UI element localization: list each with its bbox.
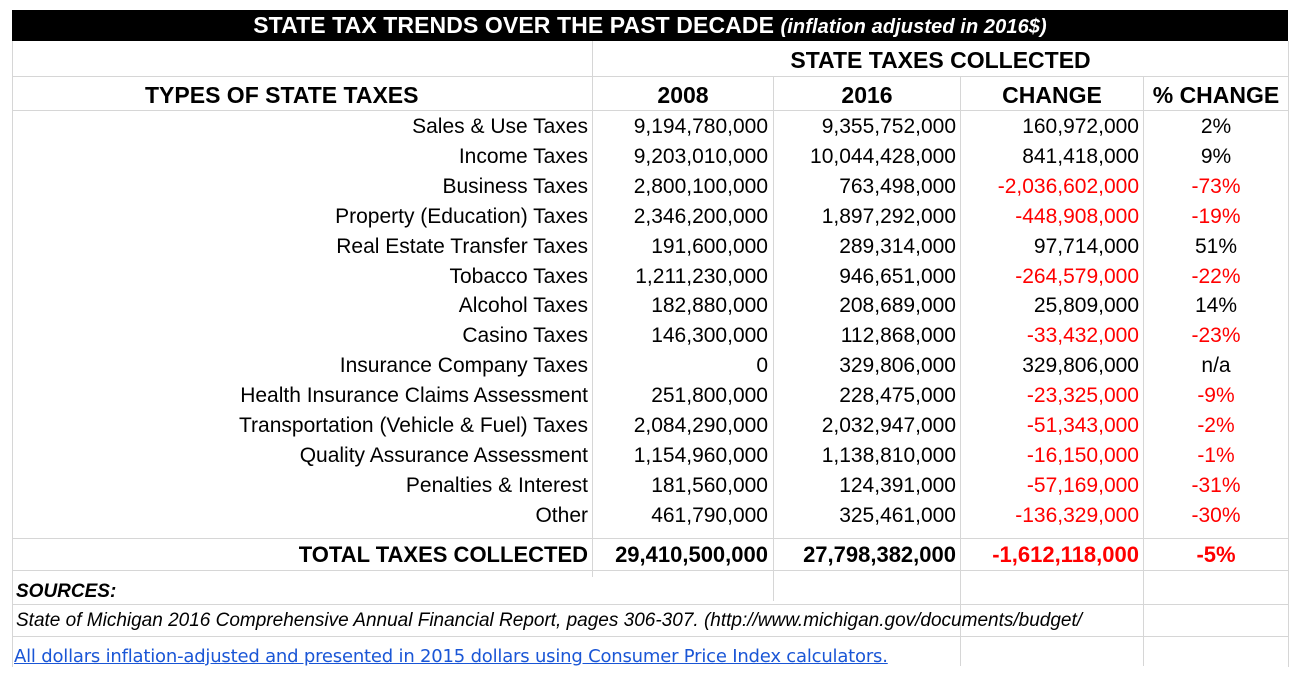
row-value-2016: 1,138,810,000 (821, 444, 956, 467)
row-label: Insurance Company Taxes (339, 354, 588, 377)
row-value-2016: 9,355,752,000 (821, 115, 956, 138)
row-value-2016: 124,391,000 (839, 474, 956, 497)
row-value-2008: 146,300,000 (651, 324, 768, 347)
column-header-pct-change: % CHANGE (1152, 82, 1280, 108)
total-label: TOTAL TAXES COLLECTED (298, 542, 588, 567)
row-pct-change: -23% (1191, 324, 1241, 347)
grid-line (1288, 41, 1289, 667)
row-pct-change: -73% (1191, 175, 1241, 198)
row-change: -51,343,000 (1026, 414, 1139, 437)
column-header-2008: 2008 (657, 82, 709, 108)
column-header-type: TYPES OF STATE TAXES (145, 82, 419, 108)
row-label: Health Insurance Claims Assessment (240, 384, 588, 407)
row-pct-change: 51% (1194, 235, 1238, 258)
row-value-2008: 251,800,000 (651, 384, 768, 407)
row-value-2016: 228,475,000 (839, 384, 956, 407)
row-pct-change: -9% (1197, 384, 1235, 407)
total-change: -1,612,118,000 (992, 542, 1139, 567)
row-label: Casino Taxes (462, 324, 588, 347)
row-label: Property (Education) Taxes (335, 205, 588, 228)
group-header: STATE TAXES COLLECTED (790, 47, 1091, 73)
row-change: 841,418,000 (1022, 145, 1139, 168)
row-value-2016: 329,806,000 (839, 354, 956, 377)
footnote-link[interactable]: All dollars inflation-adjusted and presented in 2015 dollars using Consumer Price Index calculators. (14, 646, 888, 667)
row-label: Tobacco Taxes (449, 265, 588, 288)
row-label: Other (535, 504, 588, 527)
row-change: -264,579,000 (1015, 265, 1139, 288)
row-value-2008: 1,211,230,000 (635, 265, 768, 288)
row-value-2008: 461,790,000 (651, 504, 768, 527)
row-value-2016: 208,689,000 (839, 294, 956, 317)
row-pct-change: -31% (1191, 474, 1241, 497)
row-change: -33,432,000 (1026, 324, 1139, 347)
row-pct-change: -22% (1191, 265, 1241, 288)
row-value-2016: 289,314,000 (839, 235, 956, 258)
row-label: Sales & Use Taxes (412, 115, 588, 138)
row-change: 97,714,000 (1033, 235, 1139, 258)
row-label: Income Taxes (458, 145, 588, 168)
row-value-2016: 112,868,000 (840, 324, 956, 347)
row-value-2016: 10,044,428,000 (810, 145, 956, 168)
row-value-2016: 2,032,947,000 (821, 414, 956, 437)
row-value-2008: 191,600,000 (651, 235, 768, 258)
row-value-2008: 181,560,000 (651, 474, 768, 497)
row-change: -23,325,000 (1026, 384, 1139, 407)
row-label: Penalties & Interest (405, 474, 588, 497)
row-change: 25,809,000 (1033, 294, 1139, 317)
row-change: -448,908,000 (1015, 205, 1139, 228)
row-value-2008: 0 (756, 354, 768, 377)
row-pct-change: 9% (1200, 145, 1232, 168)
row-change: -16,150,000 (1026, 444, 1139, 467)
row-value-2008: 182,880,000 (651, 294, 768, 317)
row-label: Transportation (Vehicle & Fuel) Taxes (238, 414, 588, 437)
row-pct-change: -19% (1191, 205, 1241, 228)
row-change: -57,169,000 (1026, 474, 1139, 497)
total-2016: 27,798,382,000 (803, 542, 956, 567)
row-pct-change: 14% (1194, 294, 1238, 317)
row-value-2008: 9,194,780,000 (633, 115, 768, 138)
row-label: Business Taxes (442, 175, 588, 198)
row-value-2008: 1,154,960,000 (633, 444, 768, 467)
row-value-2008: 9,203,010,000 (633, 145, 768, 168)
row-value-2016: 946,651,000 (839, 265, 956, 288)
row-value-2008: 2,346,200,000 (633, 205, 768, 228)
title-subtitle: (inflation adjusted in 2016$) (780, 16, 1047, 38)
grid-line (12, 570, 1288, 571)
grid-line (12, 604, 1288, 605)
row-label: Alcohol Taxes (458, 294, 588, 317)
column-header-2016: 2016 (841, 82, 893, 108)
row-change: -2,036,602,000 (997, 175, 1139, 198)
row-change: 160,972,000 (1022, 115, 1139, 138)
grid-line (12, 538, 1288, 539)
row-pct-change: -1% (1197, 444, 1235, 467)
row-label: Real Estate Transfer Taxes (336, 235, 588, 258)
row-value-2008: 2,800,100,000 (633, 175, 768, 198)
row-label: Quality Assurance Assessment (299, 444, 588, 467)
row-value-2016: 325,461,000 (839, 504, 956, 527)
row-pct-change: n/a (1201, 354, 1231, 377)
title-main: STATE TAX TRENDS OVER THE PAST DECADE (253, 12, 775, 38)
row-change: -136,329,000 (1015, 504, 1139, 527)
sources-label: SOURCES: (16, 581, 117, 602)
row-change: 329,806,000 (1022, 354, 1139, 377)
row-value-2008: 2,084,290,000 (633, 414, 768, 437)
total-pct-change: -5% (1196, 542, 1236, 567)
row-pct-change: -30% (1191, 504, 1241, 527)
column-header-change: CHANGE (1002, 82, 1102, 108)
sources-text: State of Michigan 2016 Comprehensive Annual Financial Report, pages 306-307. (http://www.michigan.gov/documents/budget/ (16, 610, 1083, 631)
row-value-2016: 763,498,000 (839, 175, 956, 198)
table-title (12, 10, 1288, 41)
row-pct-change: -2% (1197, 414, 1235, 437)
row-value-2016: 1,897,292,000 (821, 205, 956, 228)
row-pct-change: 2% (1200, 115, 1232, 138)
grid-line (12, 636, 1288, 637)
total-2008: 29,410,500,000 (615, 542, 768, 567)
